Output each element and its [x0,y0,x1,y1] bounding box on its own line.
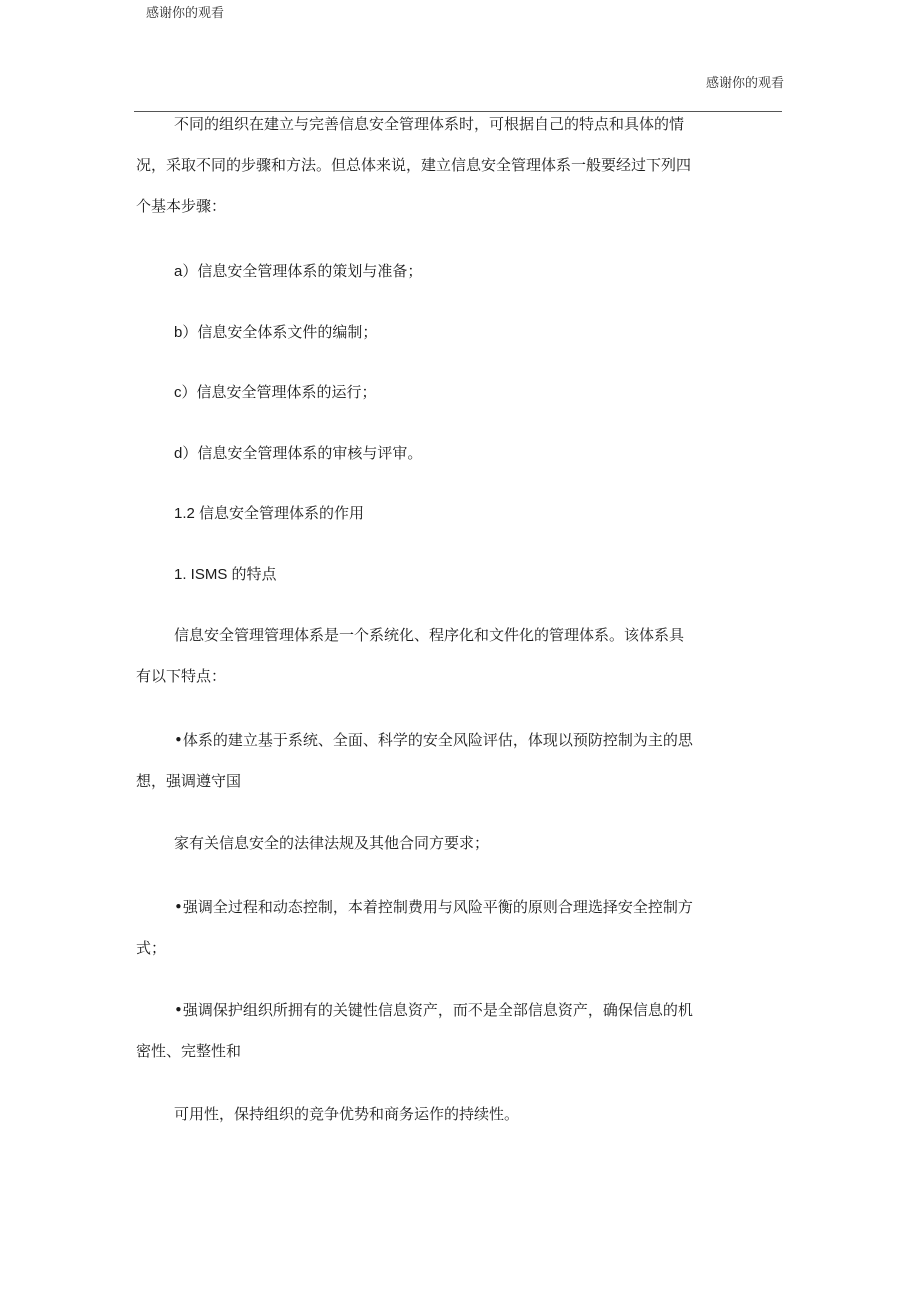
section-heading: 1.2 信息安全管理体系的作用 [174,505,365,522]
bullet-1-continued: 家有关信息安全的法律法规及其他合同方要求； [174,834,490,852]
step-d: d）信息安全管理体系的审核与评审。 [174,445,423,462]
sub-heading: 1. ISMS 的特点 [174,566,277,583]
isms-intro-paragraph: 信息安全管理管理体系是一个系统化、程序化和文件化的管理体系。该体系具有以下特点： [136,626,685,685]
step-b: b）信息安全体系文件的编制； [174,324,378,341]
step-c: c）信息安全管理体系的运行； [174,384,377,401]
bullet-3: •强调保护组织所拥有的关键性信息资产，而不是全部信息资产，确保信息的机密性、完整性和 [136,1001,693,1060]
bullet-1: •体系的建立基于系统、全面、科学的安全风险评估，体现以预防控制为主的思想，强调遵守国 [136,731,693,790]
step-a: a）信息安全管理体系的策划与准备； [174,263,423,280]
header-text: 感谢你的观看 [705,76,784,91]
bullet-3-continued: 可用性，保持组织的竞争优势和商务运作的持续性。 [174,1105,520,1123]
bullet-2: •强调全过程和动态控制，本着控制费用与风险平衡的原则合理选择安全控制方式； [136,898,693,957]
intro-paragraph: 不同的组织在建立与完善信息安全管理体系时，可根据自己的特点和具体的情况，采取不同的步骤和方法。但总体来说，建立信息安全管理体系一般要经过下列四个基本步骤： [136,115,692,215]
top-note: 感谢你的观看 [146,6,225,21]
